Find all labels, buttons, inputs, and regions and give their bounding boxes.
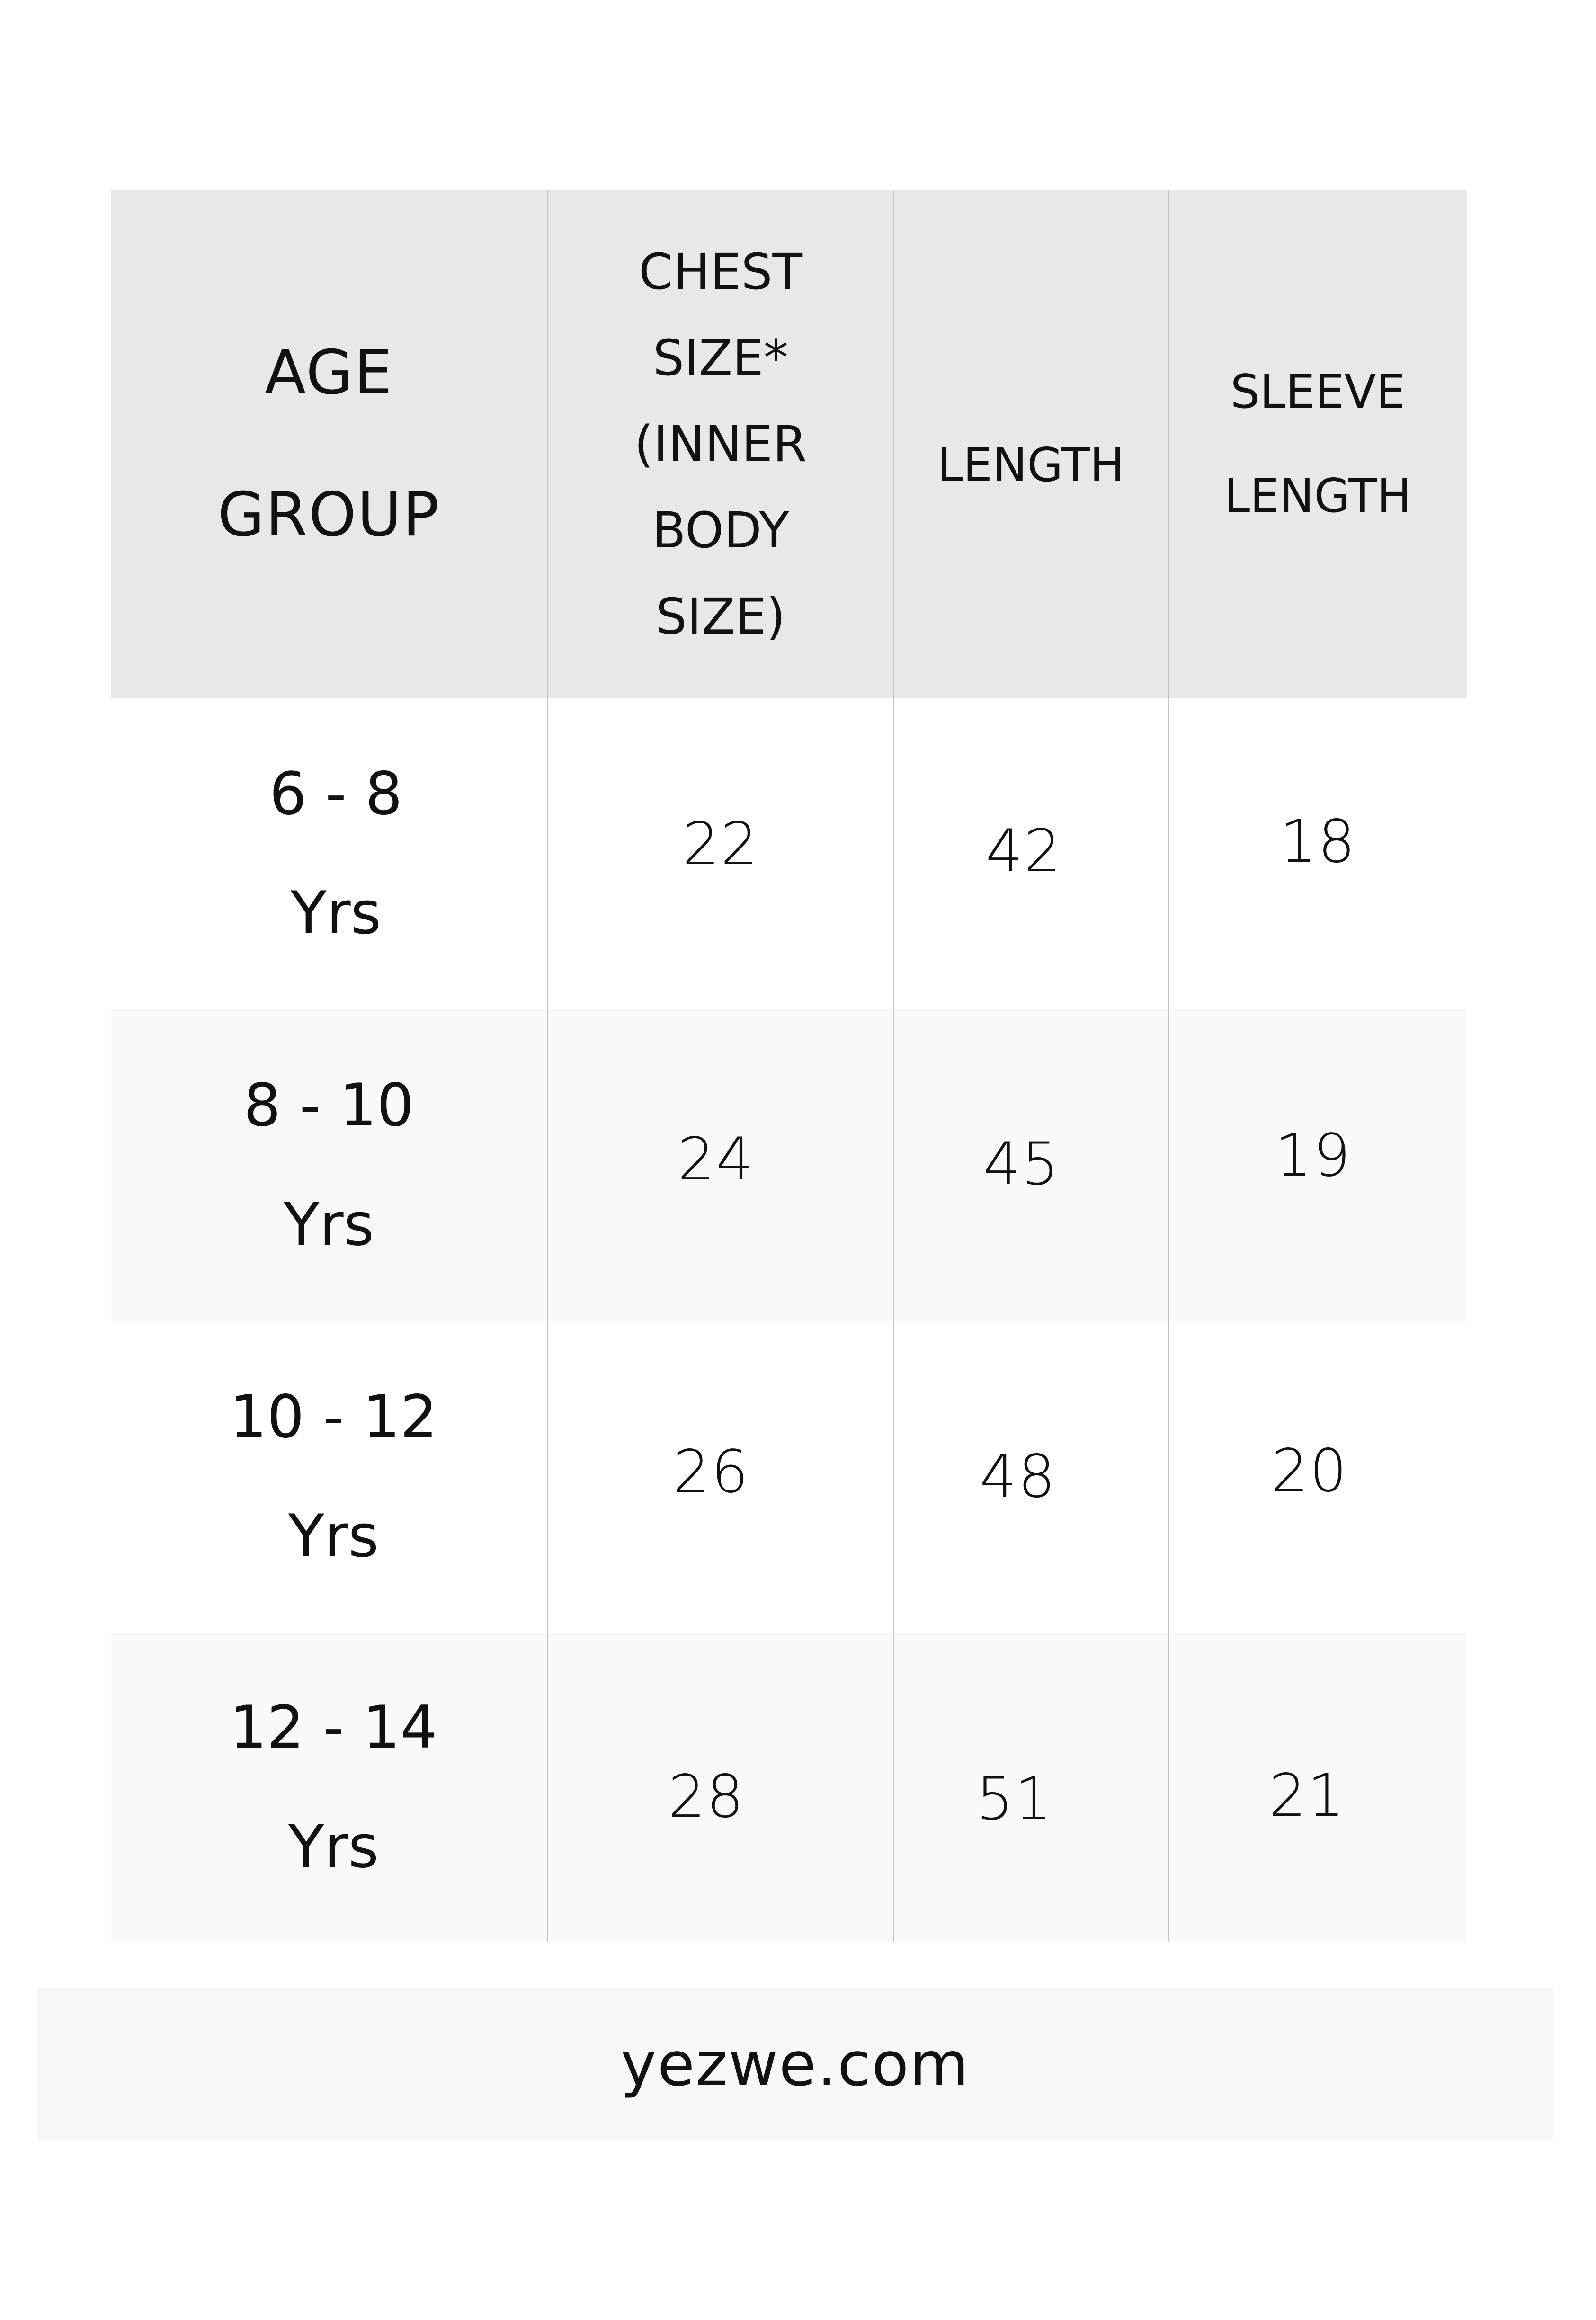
- table-row: [111, 1009, 1467, 1321]
- length-cell: [894, 1009, 1168, 1321]
- header-chest-size-label: CHEST SIZE* (INNER BODY SIZE): [634, 243, 807, 645]
- header-length: [894, 190, 1168, 698]
- header-sleeve-length: [1169, 190, 1467, 698]
- age-group-cell: [111, 1633, 547, 1942]
- length-value: 42: [985, 817, 1062, 885]
- column-divider: [547, 190, 548, 1942]
- table-row: [111, 1321, 1467, 1633]
- header-chest-size: [548, 190, 893, 698]
- table-row: [111, 1633, 1467, 1942]
- age-group-cell: [111, 1009, 547, 1321]
- chest-size-value: 24: [678, 1125, 754, 1194]
- chest-size-cell: [548, 1633, 893, 1942]
- chest-size-value: 26: [673, 1438, 749, 1506]
- sleeve-length-value: 19: [1275, 1122, 1352, 1190]
- header-age-group-label: AGE GROUP: [217, 338, 440, 550]
- length-cell: [894, 1321, 1168, 1633]
- table-header-row: [111, 190, 1467, 698]
- sleeve-length-cell: [1169, 1321, 1467, 1633]
- footer-banner: [37, 1988, 1553, 2141]
- age-group-cell: [111, 1321, 547, 1633]
- chest-size-cell: [548, 1009, 893, 1321]
- column-divider: [893, 190, 894, 1942]
- chest-size-cell: [548, 1321, 893, 1633]
- chest-size-cell: [548, 698, 893, 1009]
- sleeve-length-cell: [1169, 698, 1467, 1009]
- age-group-value: 8 - 10 Yrs: [243, 1071, 414, 1259]
- sleeve-length-cell: [1169, 1633, 1467, 1942]
- header-length-label: LENGTH: [937, 438, 1125, 492]
- age-group-value: 10 - 12 Yrs: [229, 1383, 438, 1570]
- sleeve-length-value: 21: [1269, 1761, 1346, 1830]
- chest-size-value: 22: [682, 810, 759, 878]
- length-value: 51: [976, 1765, 1053, 1833]
- length-value: 48: [980, 1443, 1056, 1511]
- size-chart-table: [111, 190, 1467, 1942]
- length-cell: [894, 1633, 1168, 1942]
- column-divider: [1168, 190, 1169, 1942]
- age-group-value: 12 - 14 Yrs: [229, 1694, 438, 1881]
- length-value: 45: [983, 1130, 1060, 1198]
- website-label: yezwe.com: [620, 2029, 970, 2100]
- sleeve-length-value: 18: [1279, 808, 1356, 876]
- sleeve-length-cell: [1169, 1009, 1467, 1321]
- chest-size-value: 28: [668, 1763, 745, 1831]
- length-cell: [894, 698, 1168, 1009]
- table-row: [111, 698, 1467, 1009]
- header-age-group: [111, 190, 547, 698]
- age-group-cell: [111, 698, 547, 1009]
- sleeve-length-value: 20: [1271, 1437, 1348, 1505]
- age-group-value: 6 - 8 Yrs: [269, 760, 403, 947]
- header-sleeve-length-label: SLEEVE LENGTH: [1224, 365, 1412, 523]
